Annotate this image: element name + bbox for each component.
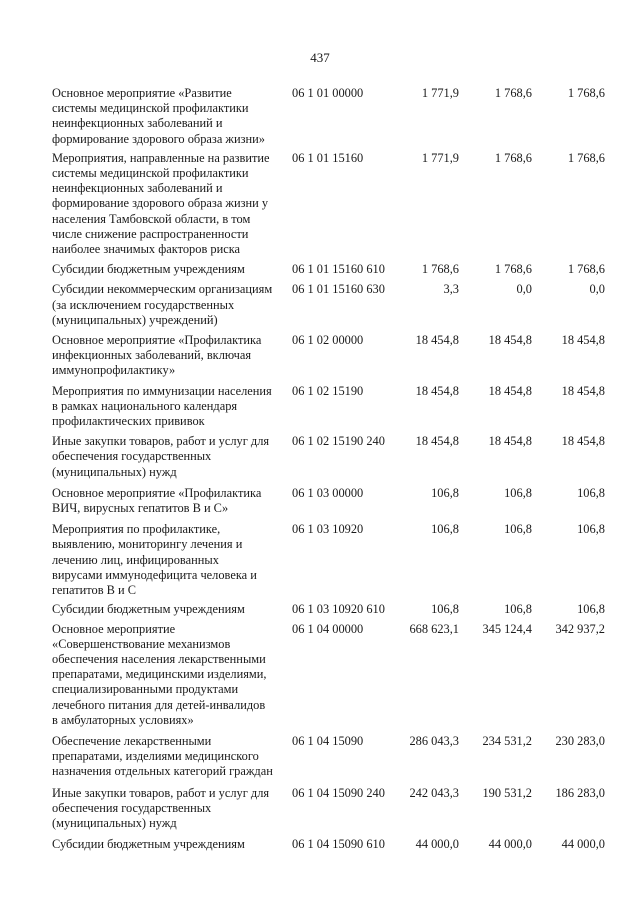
value-year-1: 668 623,1 bbox=[409, 621, 459, 636]
row-name-line: Мероприятия, направленные на развитие bbox=[52, 150, 270, 165]
row-code: 06 1 02 15190 240 bbox=[292, 434, 385, 449]
value-year-2: 18 454,8 bbox=[488, 434, 532, 449]
row-name-line: специализированными продуктами bbox=[52, 682, 239, 697]
value-year-3: 1 768,6 bbox=[567, 150, 605, 165]
row-name-line: Субсидии бюджетным учреждениям bbox=[52, 602, 245, 617]
value-year-3: 106,8 bbox=[577, 485, 605, 500]
table-row bbox=[0, 434, 640, 480]
value-year-1: 106,8 bbox=[431, 485, 459, 500]
value-year-1: 286 043,3 bbox=[409, 733, 459, 748]
value-year-2: 1 768,6 bbox=[494, 150, 532, 165]
table-row bbox=[0, 602, 640, 617]
row-name-line: «Совершенствование механизмов bbox=[52, 636, 231, 651]
value-year-3: 18 454,8 bbox=[561, 383, 605, 398]
value-year-1: 18 454,8 bbox=[415, 333, 459, 348]
row-name bbox=[52, 282, 292, 328]
value-year-1: 1 771,9 bbox=[421, 150, 459, 165]
row-name-line: Основное мероприятие bbox=[52, 621, 176, 636]
row-name-line: (муниципальных) нужд bbox=[52, 815, 177, 830]
value-year-2: 190 531,2 bbox=[482, 785, 532, 800]
budget-table bbox=[0, 86, 640, 852]
row-name bbox=[52, 602, 292, 617]
row-name-line: иммунопрофилактику» bbox=[52, 363, 176, 378]
value-year-3: 106,8 bbox=[577, 522, 605, 537]
row-name-line: населения Тамбовской области, в том bbox=[52, 211, 251, 226]
row-name-line: в амбулаторных условиях» bbox=[52, 712, 194, 727]
table-row bbox=[0, 384, 640, 430]
row-name-line: препаратами, медицинскими изделиями, bbox=[52, 667, 267, 682]
value-year-3: 342 937,2 bbox=[555, 621, 605, 636]
row-name bbox=[52, 734, 292, 780]
value-year-2: 345 124,4 bbox=[482, 621, 532, 636]
value-year-1: 242 043,3 bbox=[409, 785, 459, 800]
page-number: 437 bbox=[310, 50, 330, 65]
value-year-3: 18 454,8 bbox=[561, 434, 605, 449]
row-name bbox=[52, 786, 292, 832]
value-year-2: 18 454,8 bbox=[488, 383, 532, 398]
table-row bbox=[0, 734, 640, 780]
row-code: 06 1 03 10920 bbox=[292, 522, 364, 537]
row-name-line: Обеспечение лекарственными bbox=[52, 733, 212, 748]
value-year-2: 0,0 bbox=[516, 282, 532, 297]
row-name-line: обеспечения государственных bbox=[52, 800, 212, 815]
row-code: 06 1 01 15160 630 bbox=[292, 282, 385, 297]
table-row bbox=[0, 786, 640, 832]
row-name-line: числе снижение распространенности bbox=[52, 226, 249, 241]
row-name-line: (за исключением государственных bbox=[52, 297, 235, 312]
value-year-1: 44 000,0 bbox=[415, 837, 459, 852]
value-year-2: 44 000,0 bbox=[488, 837, 532, 852]
row-name-line: выявлению, мониторингу лечения и bbox=[52, 537, 243, 552]
value-year-3: 1 768,6 bbox=[567, 262, 605, 277]
row-name bbox=[52, 522, 292, 598]
row-name bbox=[52, 486, 292, 516]
value-year-2: 234 531,2 bbox=[482, 733, 532, 748]
row-name bbox=[52, 434, 292, 480]
value-year-1: 18 454,8 bbox=[415, 434, 459, 449]
row-code: 06 1 01 15160 bbox=[292, 150, 364, 165]
row-name-line: Субсидии некоммерческим организациям bbox=[52, 282, 273, 297]
row-name-line: обеспечения населения лекарственными bbox=[52, 651, 266, 666]
row-name-line: формирование здорового образа жизни у bbox=[52, 196, 269, 211]
row-name-line: Иные закупки товаров, работ и услуг для bbox=[52, 785, 270, 800]
value-year-1: 106,8 bbox=[431, 522, 459, 537]
row-code: 06 1 03 10920 610 bbox=[292, 602, 385, 617]
row-name bbox=[52, 86, 292, 147]
value-year-2: 106,8 bbox=[504, 485, 532, 500]
row-name-line: назначения отдельных категорий граждан bbox=[52, 764, 273, 779]
row-name-line: наиболее значимых факторов риска bbox=[52, 242, 241, 257]
row-name-line: обеспечения государственных bbox=[52, 449, 212, 464]
row-name bbox=[52, 384, 292, 430]
table-row bbox=[0, 486, 640, 516]
value-year-3: 18 454,8 bbox=[561, 333, 605, 348]
row-name-line: препаратами, изделиями медицинского bbox=[52, 749, 259, 764]
row-name bbox=[52, 151, 292, 257]
row-name bbox=[52, 262, 292, 277]
table-row bbox=[0, 151, 640, 257]
row-name-line: неинфекционных заболеваний и bbox=[52, 116, 223, 131]
row-name bbox=[52, 837, 292, 852]
value-year-1: 1 771,9 bbox=[421, 86, 459, 100]
value-year-1: 3,3 bbox=[443, 282, 459, 297]
row-name-line: Субсидии бюджетным учреждениям bbox=[52, 262, 245, 277]
row-name-line: Иные закупки товаров, работ и услуг для bbox=[52, 434, 270, 449]
row-name-line: Основное мероприятие «Профилактика bbox=[52, 485, 262, 500]
row-code: 06 1 02 15190 bbox=[292, 383, 364, 398]
value-year-2: 106,8 bbox=[504, 522, 532, 537]
row-name-line: неинфекционных заболеваний и bbox=[52, 181, 223, 196]
row-name-line: Основное мероприятие «Развитие bbox=[52, 86, 232, 100]
value-year-2: 18 454,8 bbox=[488, 333, 532, 348]
row-code: 06 1 01 15160 610 bbox=[292, 262, 385, 277]
value-year-1: 18 454,8 bbox=[415, 383, 459, 398]
row-name-line: Основное мероприятие «Профилактика bbox=[52, 333, 262, 348]
table-row bbox=[0, 282, 640, 328]
value-year-3: 44 000,0 bbox=[561, 837, 605, 852]
table-row bbox=[0, 262, 640, 277]
row-name-line: формирование здорового образа жизни» bbox=[52, 131, 265, 146]
row-name-line: лечебного питания для детей-инвалидов bbox=[52, 697, 266, 712]
row-code: 06 1 04 15090 240 bbox=[292, 785, 385, 800]
value-year-3: 106,8 bbox=[577, 602, 605, 617]
row-code: 06 1 04 15090 610 bbox=[292, 837, 385, 852]
row-code: 06 1 04 00000 bbox=[292, 621, 364, 636]
value-year-3: 1 768,6 bbox=[567, 86, 605, 100]
row-name-line: вирусами иммунодефицита человека и bbox=[52, 567, 257, 582]
row-name-line: Мероприятия по профилактике, bbox=[52, 522, 221, 537]
table-row bbox=[0, 622, 640, 728]
row-code: 06 1 02 00000 bbox=[292, 333, 364, 348]
row-name-line: инфекционных заболеваний, включая bbox=[52, 348, 252, 363]
row-code: 06 1 03 00000 bbox=[292, 485, 364, 500]
table-row bbox=[0, 522, 640, 598]
value-year-3: 186 283,0 bbox=[555, 785, 605, 800]
row-name-line: Мероприятия по иммунизации населения bbox=[52, 383, 272, 398]
row-name-line: (муниципальных) нужд bbox=[52, 464, 177, 479]
row-name-line: в рамках национального календаря bbox=[52, 398, 238, 413]
value-year-2: 1 768,6 bbox=[494, 86, 532, 100]
value-year-2: 1 768,6 bbox=[494, 262, 532, 277]
row-name-line: ВИЧ, вирусных гепатитов В и С» bbox=[52, 501, 229, 516]
value-year-3: 0,0 bbox=[589, 282, 605, 297]
value-year-1: 1 768,6 bbox=[421, 262, 459, 277]
row-name bbox=[52, 333, 292, 379]
table-row bbox=[0, 837, 640, 852]
row-name-line: (муниципальных) учреждений) bbox=[52, 312, 218, 327]
table-row bbox=[0, 86, 640, 147]
value-year-3: 230 283,0 bbox=[555, 733, 605, 748]
row-code: 06 1 04 15090 bbox=[292, 733, 364, 748]
value-year-2: 106,8 bbox=[504, 602, 532, 617]
row-name-line: лечению лиц, инфицированных bbox=[52, 552, 219, 567]
row-name-line: гепатитов В и С bbox=[52, 583, 137, 598]
row-name-line: системы медицинской профилактики bbox=[52, 101, 249, 116]
row-name-line: Субсидии бюджетным учреждениям bbox=[52, 837, 245, 852]
value-year-1: 106,8 bbox=[431, 602, 459, 617]
row-name bbox=[52, 622, 292, 728]
row-name-line: профилактических прививок bbox=[52, 414, 205, 429]
row-code: 06 1 01 00000 bbox=[292, 86, 364, 100]
row-name-line: системы медицинской профилактики bbox=[52, 166, 249, 181]
table-row bbox=[0, 333, 640, 379]
